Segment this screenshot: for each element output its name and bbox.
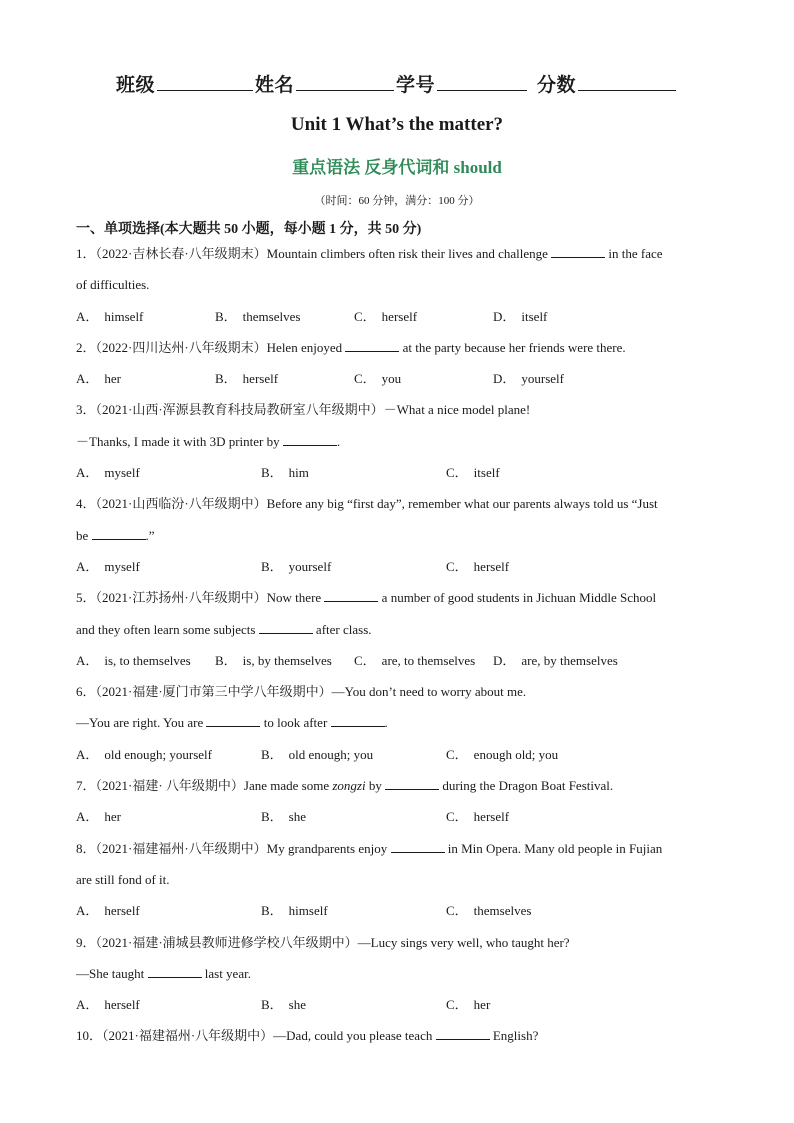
question-2 xyxy=(76,332,716,395)
section-title: 一、单项选择(本大题共 50 小题，每小题 1 分，共 50 分) xyxy=(76,222,422,237)
option-b[interactable]: B． yourself xyxy=(261,558,332,574)
question-stem-cont: —You are right. You are to look after . xyxy=(76,715,388,731)
number-blank[interactable] xyxy=(437,70,527,91)
option-a[interactable]: A． myself xyxy=(76,465,140,481)
question-stem-cont: －Thanks, I made it with 3D printer by . xyxy=(76,433,341,449)
options-row xyxy=(76,363,716,394)
question-5 xyxy=(76,582,716,676)
option-b[interactable]: B． him xyxy=(261,465,309,481)
option-a[interactable]: A． her xyxy=(76,371,121,387)
option-b[interactable]: B． she xyxy=(261,997,307,1013)
question-stem: 4．（2021·山西临汾·八年级期中）Before any big “first day”, remember what our parents always told us “Just xyxy=(76,496,658,512)
score-blank[interactable] xyxy=(578,70,676,91)
option-a[interactable]: A． herself xyxy=(76,903,140,919)
options-row xyxy=(76,989,716,1020)
option-d[interactable]: D． yourself xyxy=(493,371,564,387)
option-c[interactable]: C． itself xyxy=(446,465,500,481)
options-row xyxy=(76,645,716,676)
answer-blank[interactable] xyxy=(259,621,313,634)
question-stem-cont: of difficulties. xyxy=(76,277,150,293)
question-stem-cont: —She taught last year. xyxy=(76,965,251,981)
option-b[interactable]: B． she xyxy=(261,809,307,825)
option-c[interactable]: C． enough old; you xyxy=(446,746,559,762)
question-stem: 3．（2021·山西·浑源县教育科技局教研室八年级期中）－What a nice model plane! xyxy=(76,402,531,418)
question-stem: 2．（2022·四川达州·八年级期末）Helen enjoyed at the party because her friends were there. xyxy=(76,339,626,355)
option-c[interactable]: C． herself xyxy=(354,308,418,324)
question-stem: 6．（2021·福建·厦门市第三中学八年级期中）—You don’t need to worry about me. xyxy=(76,684,527,700)
option-b[interactable]: B． themselves xyxy=(215,308,301,324)
option-c[interactable]: C． herself xyxy=(446,809,510,825)
option-d[interactable]: D． are, by themselves xyxy=(493,652,618,668)
answer-blank[interactable] xyxy=(391,840,445,853)
question-9 xyxy=(76,927,716,1021)
answer-blank[interactable] xyxy=(551,245,605,258)
option-c[interactable]: C． herself xyxy=(446,558,510,574)
option-c[interactable]: C． her xyxy=(446,997,491,1013)
answer-blank[interactable] xyxy=(331,714,385,727)
answer-blank[interactable] xyxy=(283,433,337,446)
option-a[interactable]: A． myself xyxy=(76,558,140,574)
question-stem-cont: and they often learn some subjects after class. xyxy=(76,621,372,637)
question-stem: 9．（2021·福建·浦城县教师进修学校八年级期中）—Lucy sings very well, who taught her? xyxy=(76,934,570,950)
question-stem-cont: be .” xyxy=(76,527,155,543)
option-a[interactable]: A． himself xyxy=(76,308,144,324)
question-list xyxy=(76,238,716,1052)
answer-blank[interactable] xyxy=(206,714,260,727)
question-stem-cont: are still fond of it. xyxy=(76,871,170,887)
option-c[interactable]: C． themselves xyxy=(446,903,532,919)
student-info-line xyxy=(0,70,794,97)
options-row xyxy=(76,801,716,832)
answer-blank[interactable] xyxy=(436,1027,490,1040)
options-row xyxy=(76,457,716,488)
score-label: 分数 xyxy=(537,75,577,96)
option-c[interactable]: C． are, to themselves xyxy=(354,652,476,668)
unit-title: Unit 1 What’s the matter? xyxy=(290,114,504,135)
answer-blank[interactable] xyxy=(324,589,378,602)
options-row xyxy=(76,739,716,770)
question-3 xyxy=(76,394,716,488)
options-row xyxy=(76,301,716,332)
question-10 xyxy=(76,1020,716,1051)
option-c[interactable]: C． you xyxy=(354,371,402,387)
question-6 xyxy=(76,676,716,770)
grammar-subtitle: 重点语法 反身代词和 should xyxy=(292,158,502,177)
option-a[interactable]: A． her xyxy=(76,809,121,825)
question-stem: 1．（2022·吉林长春·八年级期末）Mountain climbers often risk their lives and challenge in the face xyxy=(76,246,663,261)
question-stem: 10．（2021·福建福州·八年级期中）—Dad, could you please teach English? xyxy=(76,1028,539,1044)
answer-blank[interactable] xyxy=(345,339,399,352)
question-8 xyxy=(76,833,716,927)
class-blank[interactable] xyxy=(157,70,253,91)
question-stem: 8．（2021·福建福州·八年级期中）My grandparents enjoy in Min Opera. Many old people in Fujian xyxy=(76,840,663,856)
options-row xyxy=(76,551,716,582)
option-a[interactable]: A． herself xyxy=(76,997,140,1013)
option-a[interactable]: A． old enough; yourself xyxy=(76,746,212,762)
class-label: 班级 xyxy=(115,75,155,96)
answer-blank[interactable] xyxy=(92,527,146,540)
question-7 xyxy=(76,770,716,833)
name-blank[interactable] xyxy=(296,70,394,91)
number-label: 学号 xyxy=(396,75,436,96)
option-b[interactable]: B． herself xyxy=(215,371,279,387)
question-stem: 5．（2021·江苏扬州·八年级期中）Now there a number of good students in Jichuan Middle School xyxy=(76,590,657,606)
option-a[interactable]: A． is, to themselves xyxy=(76,652,191,668)
answer-blank[interactable] xyxy=(385,777,439,790)
question-stem: 7．（2021·福建· 八年级期中）Jane made some zongzi by during the Dragon Boat Festival. xyxy=(76,778,614,794)
question-4 xyxy=(76,488,716,582)
option-b[interactable]: B． himself xyxy=(261,903,328,919)
name-label: 姓名 xyxy=(254,75,294,96)
answer-blank[interactable] xyxy=(148,965,202,978)
option-d[interactable]: D． itself xyxy=(493,308,548,324)
time-and-score-info: （时间：60 分钟，满分：100 分） xyxy=(314,195,480,207)
option-b[interactable]: B． is, by themselves xyxy=(215,652,332,668)
options-row xyxy=(76,895,716,926)
option-b[interactable]: B． old enough; you xyxy=(261,746,374,762)
question-1 xyxy=(76,238,716,332)
